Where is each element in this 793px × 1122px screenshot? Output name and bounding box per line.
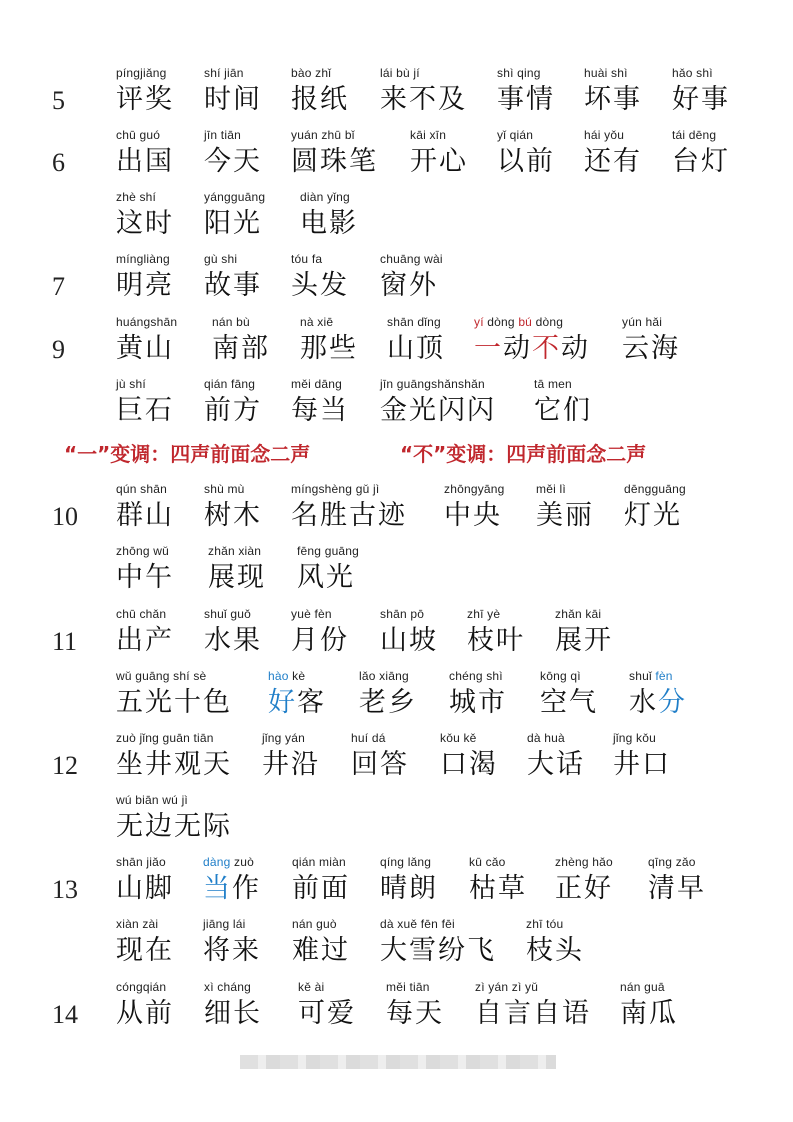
word-item	[116, 482, 174, 532]
pinyin: zhèng hǎo	[555, 855, 613, 869]
pinyin: shù mù	[204, 482, 245, 496]
word-item	[291, 252, 349, 302]
hanzi: 事情	[497, 84, 555, 115]
word-item	[672, 66, 730, 116]
hanzi: 出国	[116, 146, 174, 177]
hanzi-bu: 不	[532, 333, 561, 364]
word-item-tone-change	[474, 315, 590, 365]
hanzi: 那些	[300, 333, 358, 364]
pinyin: huí dá	[351, 731, 386, 745]
pinyin: bào zhǐ	[291, 66, 332, 80]
pinyin: dàng zuò	[203, 855, 254, 869]
lesson-10-row-1	[0, 482, 793, 544]
pinyin: chū chǎn	[116, 607, 167, 621]
word-item	[204, 252, 262, 302]
word-item-polyphone	[268, 669, 326, 719]
hanzi: 明亮	[116, 270, 174, 301]
hanzi: 当作	[203, 873, 261, 904]
hanzi: 前方	[204, 395, 262, 426]
pinyin: qīng zǎo	[648, 855, 696, 869]
hanzi: 山脚	[116, 873, 174, 904]
hanzi: 口渴	[440, 749, 498, 780]
pinyin: zì yán zì yǔ	[475, 980, 539, 994]
word-item	[672, 128, 730, 178]
pinyin: kǒu kě	[440, 731, 477, 745]
word-item	[212, 315, 270, 365]
hanzi: 水分	[629, 687, 687, 718]
pinyin: míngliàng	[116, 252, 170, 266]
hanzi: 还有	[584, 146, 642, 177]
hanzi: 山坡	[380, 625, 438, 656]
pinyin: tā men	[534, 377, 572, 391]
word-item	[116, 377, 174, 427]
hanzi: 中午	[116, 562, 174, 593]
word-item	[359, 669, 417, 719]
pinyin: diàn yǐng	[300, 190, 350, 204]
hanzi-yi: 一	[474, 333, 503, 364]
hanzi: 评奖	[116, 84, 174, 115]
word-item	[116, 793, 232, 843]
lesson-12-row-2	[0, 793, 793, 855]
pinyin: dà xuě fēn fēi	[380, 917, 455, 931]
hanzi: 黄山	[116, 333, 174, 364]
pinyin: zhī tóu	[526, 917, 564, 931]
hanzi: 它们	[534, 395, 592, 426]
hanzi: 五光十色	[116, 687, 232, 718]
hanzi: 山顶	[387, 333, 445, 364]
lesson-13-row-2	[0, 917, 793, 979]
lesson-5-row-1	[0, 66, 793, 128]
word-item	[380, 252, 443, 302]
pinyin: shān jiǎo	[116, 855, 166, 869]
lesson-number: 6	[52, 148, 65, 177]
lesson-14-row-1	[0, 980, 793, 1042]
lesson-9-row-1	[0, 315, 793, 377]
word-item	[351, 731, 409, 781]
word-item	[410, 128, 468, 178]
hanzi: 巨石	[116, 395, 174, 426]
lesson-11-row-1	[0, 607, 793, 669]
word-item	[555, 855, 613, 905]
word-item	[116, 669, 232, 719]
pinyin: qián fāng	[204, 377, 256, 391]
word-item	[116, 544, 174, 594]
word-item	[622, 315, 680, 365]
lesson-6-row-1	[0, 128, 793, 190]
pinyin: nán bù	[212, 315, 250, 329]
lesson-number: 14	[52, 1000, 78, 1029]
word-item	[540, 669, 598, 719]
word-item	[620, 980, 678, 1030]
hanzi: 树木	[204, 500, 262, 531]
hanzi: 展现	[208, 562, 266, 593]
hanzi: 今天	[204, 146, 262, 177]
word-item	[116, 315, 177, 365]
word-item	[204, 980, 262, 1030]
word-item	[467, 607, 525, 657]
lesson-6-row-2	[0, 190, 793, 252]
hanzi: 清早	[648, 873, 706, 904]
hanzi: 从前	[116, 998, 174, 1029]
pinyin: jǐng yán	[262, 731, 305, 745]
hanzi: 枝叶	[467, 625, 525, 656]
pinyin: jīn guāngshǎnshǎn	[380, 377, 485, 391]
hanzi: 将来	[203, 935, 261, 966]
word-item	[624, 482, 686, 532]
pinyin: huài shì	[584, 66, 628, 80]
pinyin: chuāng wài	[380, 252, 443, 266]
hanzi: 水果	[204, 625, 262, 656]
pinyin: kě ài	[298, 980, 325, 994]
pinyin: zhǎn kāi	[555, 607, 602, 621]
pinyin: nán guò	[292, 917, 337, 931]
lesson-number: 5	[52, 86, 65, 115]
pinyin: hái yǒu	[584, 128, 625, 142]
hanzi: 细长	[204, 998, 262, 1029]
pinyin: zuò jǐng guān tiān	[116, 731, 214, 745]
word-item	[380, 855, 438, 905]
hanzi: 台灯	[672, 146, 730, 177]
hanzi: 大雪纷飞	[380, 935, 496, 966]
hanzi-fen: 分	[658, 687, 687, 718]
pinyin: shí jiān	[204, 66, 244, 80]
pinyin: chéng shì	[449, 669, 503, 683]
hanzi: 现在	[116, 935, 174, 966]
hanzi: 头发	[291, 270, 349, 301]
word-item	[292, 917, 350, 967]
lesson-11-row-2	[0, 669, 793, 731]
pinyin: hǎo shì	[672, 66, 713, 80]
word-item	[116, 731, 232, 781]
pinyin: chū guó	[116, 128, 161, 142]
pinyin: dà huà	[527, 731, 565, 745]
word-item	[475, 980, 591, 1030]
word-item	[208, 544, 266, 594]
hanzi: 窗外	[380, 270, 438, 301]
pinyin: yuè fèn	[291, 607, 332, 621]
lesson-number: 9	[52, 335, 65, 364]
word-item	[116, 190, 174, 240]
word-item	[380, 377, 496, 427]
word-item	[116, 252, 174, 302]
hanzi: 电影	[300, 208, 358, 239]
word-item	[526, 917, 584, 967]
pinyin: hào kè	[268, 669, 306, 683]
lesson-9-row-2	[0, 377, 793, 439]
word-item	[203, 917, 261, 967]
hanzi: 枯草	[469, 873, 527, 904]
hanzi: 以前	[497, 146, 555, 177]
pinyin: nà xiē	[300, 315, 334, 329]
hanzi: 灯光	[624, 500, 682, 531]
hanzi-dang: 当	[203, 873, 232, 904]
pinyin: yún hǎi	[622, 315, 663, 329]
word-item	[116, 855, 174, 905]
word-item	[204, 607, 262, 657]
pinyin: zhǎn xiàn	[208, 544, 262, 558]
pinyin-dang: dàng	[203, 855, 231, 869]
pinyin: zhōng wǔ	[116, 544, 169, 558]
hanzi: 阳光	[204, 208, 262, 239]
word-item	[116, 128, 174, 178]
pinyin: jīn tiān	[204, 128, 241, 142]
hanzi: 南部	[212, 333, 270, 364]
pinyin: yángguāng	[204, 190, 266, 204]
hanzi: 群山	[116, 500, 174, 531]
word-item	[291, 66, 349, 116]
hanzi: 好客	[268, 687, 326, 718]
hanzi: 故事	[204, 270, 262, 301]
word-item	[469, 855, 527, 905]
hanzi: 好事	[672, 84, 730, 115]
word-item	[297, 544, 359, 594]
pinyin: cóngqián	[116, 980, 167, 994]
lesson-10-row-2	[0, 544, 793, 606]
pinyin: jiāng lái	[203, 917, 246, 931]
pinyin: qíng lǎng	[380, 855, 432, 869]
pinyin: zhī yè	[467, 607, 501, 621]
pinyin: tóu fa	[291, 252, 323, 266]
hanzi: 南瓜	[620, 998, 678, 1029]
pinyin: shān dǐng	[387, 315, 441, 329]
hanzi: 这时	[116, 208, 174, 239]
hanzi: 云海	[622, 333, 680, 364]
hanzi: 难过	[292, 935, 350, 966]
hanzi: 大话	[527, 749, 585, 780]
pinyin-yi: yí	[474, 315, 484, 329]
lesson-number: 7	[52, 272, 65, 301]
pinyin: píngjiǎng	[116, 66, 167, 80]
lesson-13-row-1	[0, 855, 793, 917]
pinyin: yí dòng bú dòng	[474, 315, 564, 329]
hanzi: 老乡	[359, 687, 417, 718]
hanzi: 时间	[204, 84, 262, 115]
pinyin: kū cǎo	[469, 855, 506, 869]
hanzi-hao: 好	[268, 687, 297, 718]
word-item	[292, 855, 350, 905]
word-item	[497, 66, 555, 116]
word-item	[380, 607, 438, 657]
word-item	[648, 855, 706, 905]
word-item	[440, 731, 498, 781]
pinyin: qún shān	[116, 482, 167, 496]
hanzi: 正好	[555, 873, 613, 904]
hanzi: 空气	[540, 687, 598, 718]
word-item	[291, 128, 378, 178]
word-item	[444, 482, 505, 532]
hanzi: 展开	[555, 625, 613, 656]
pinyin: měi tiān	[386, 980, 430, 994]
word-item	[380, 917, 496, 967]
pinyin-hao: hào	[268, 669, 289, 683]
pinyin: shuǐ fèn	[629, 669, 673, 683]
hanzi: 每当	[291, 395, 349, 426]
hanzi: 回答	[351, 749, 409, 780]
word-item	[291, 482, 407, 532]
hanzi: 晴朗	[380, 873, 438, 904]
pinyin: wú biān wú jì	[116, 793, 188, 807]
pinyin: zhè shí	[116, 190, 157, 204]
pinyin: shuǐ guǒ	[204, 607, 251, 621]
word-item	[116, 607, 174, 657]
pinyin: shì qing	[497, 66, 541, 80]
pinyin: qián miàn	[292, 855, 346, 869]
word-item	[204, 190, 265, 240]
lesson-number: 10	[52, 502, 78, 531]
hanzi: 中央	[444, 500, 502, 531]
word-item	[536, 482, 594, 532]
lesson-number: 12	[52, 751, 78, 780]
hanzi: 枝头	[526, 935, 584, 966]
word-item	[262, 731, 320, 781]
pinyin: yǐ qián	[497, 128, 534, 142]
word-item	[386, 980, 444, 1030]
pinyin: fēng guāng	[297, 544, 360, 558]
word-item	[204, 377, 262, 427]
lesson-number: 13	[52, 875, 78, 904]
hanzi: 坏事	[584, 84, 642, 115]
lesson-7-row-1	[0, 252, 793, 314]
word-item	[291, 377, 349, 427]
hanzi: 金光闪闪	[380, 395, 496, 426]
pinyin: yuán zhū bǐ	[291, 128, 355, 142]
word-item	[449, 669, 507, 719]
hanzi: 井沿	[262, 749, 320, 780]
hanzi: 名胜古迹	[291, 500, 407, 531]
pinyin: lái bù jí	[380, 66, 420, 80]
yi-tone-change-note: “一”变调：四声前面念二声	[64, 442, 311, 466]
hanzi: 一动不动	[474, 333, 590, 364]
hanzi: 月份	[291, 625, 349, 656]
blurred-footer-watermark	[240, 1055, 556, 1069]
hanzi: 出产	[116, 625, 174, 656]
hanzi: 坐井观天	[116, 749, 232, 780]
hanzi: 报纸	[291, 84, 349, 115]
hanzi: 自言自语	[475, 998, 591, 1029]
word-item	[204, 128, 262, 178]
pinyin: měi lì	[536, 482, 566, 496]
word-item	[300, 190, 358, 240]
pinyin: wǔ guāng shí sè	[116, 669, 207, 683]
bu-tone-change-note: “不”变调：四声前面念二声	[400, 442, 647, 466]
hanzi: 风光	[297, 562, 355, 593]
word-item	[291, 607, 349, 657]
word-item	[116, 980, 174, 1030]
word-item	[555, 607, 613, 657]
pinyin: kāi xīn	[410, 128, 447, 142]
pinyin: kōng qì	[540, 669, 581, 683]
hanzi: 圆珠笔	[291, 146, 378, 177]
hanzi: 无边无际	[116, 811, 232, 842]
word-item	[298, 980, 356, 1030]
word-item	[300, 315, 358, 365]
lesson-number: 11	[52, 627, 78, 656]
pinyin-fen: fèn	[655, 669, 673, 683]
lesson-12-row-1	[0, 731, 793, 793]
word-item	[116, 66, 174, 116]
pinyin: míngshèng gǔ jì	[291, 482, 380, 496]
pinyin-bu: bú	[518, 315, 533, 329]
word-item-polyphone	[203, 855, 261, 905]
pinyin: měi dāng	[291, 377, 342, 391]
word-item	[584, 66, 642, 116]
word-item	[527, 731, 585, 781]
word-item	[380, 66, 467, 116]
hanzi: 开心	[410, 146, 468, 177]
word-item	[534, 377, 592, 427]
pinyin: tái dēng	[672, 128, 717, 142]
hanzi: 井口	[613, 749, 671, 780]
pinyin: nán guā	[620, 980, 665, 994]
hanzi: 每天	[386, 998, 444, 1029]
word-item	[584, 128, 642, 178]
word-item	[116, 917, 174, 967]
pinyin: xiàn zài	[116, 917, 159, 931]
pinyin: lǎo xiāng	[359, 669, 409, 683]
word-item-polyphone	[629, 669, 687, 719]
hanzi: 前面	[292, 873, 350, 904]
pinyin: shān pō	[380, 607, 425, 621]
hanzi: 美丽	[536, 500, 594, 531]
pinyin: gù shi	[204, 252, 238, 266]
pinyin: jǐng kǒu	[613, 731, 656, 745]
word-item	[613, 731, 671, 781]
word-item	[387, 315, 445, 365]
pinyin: zhōngyāng	[444, 482, 505, 496]
hanzi: 城市	[449, 687, 507, 718]
pinyin: jù shí	[116, 377, 146, 391]
word-item	[204, 66, 262, 116]
pinyin: xì cháng	[204, 980, 251, 994]
pinyin: dēngguāng	[624, 482, 686, 496]
hanzi: 来不及	[380, 84, 467, 115]
word-item	[204, 482, 262, 532]
pinyin: huángshān	[116, 315, 178, 329]
hanzi: 可爱	[298, 998, 356, 1029]
word-item	[497, 128, 555, 178]
